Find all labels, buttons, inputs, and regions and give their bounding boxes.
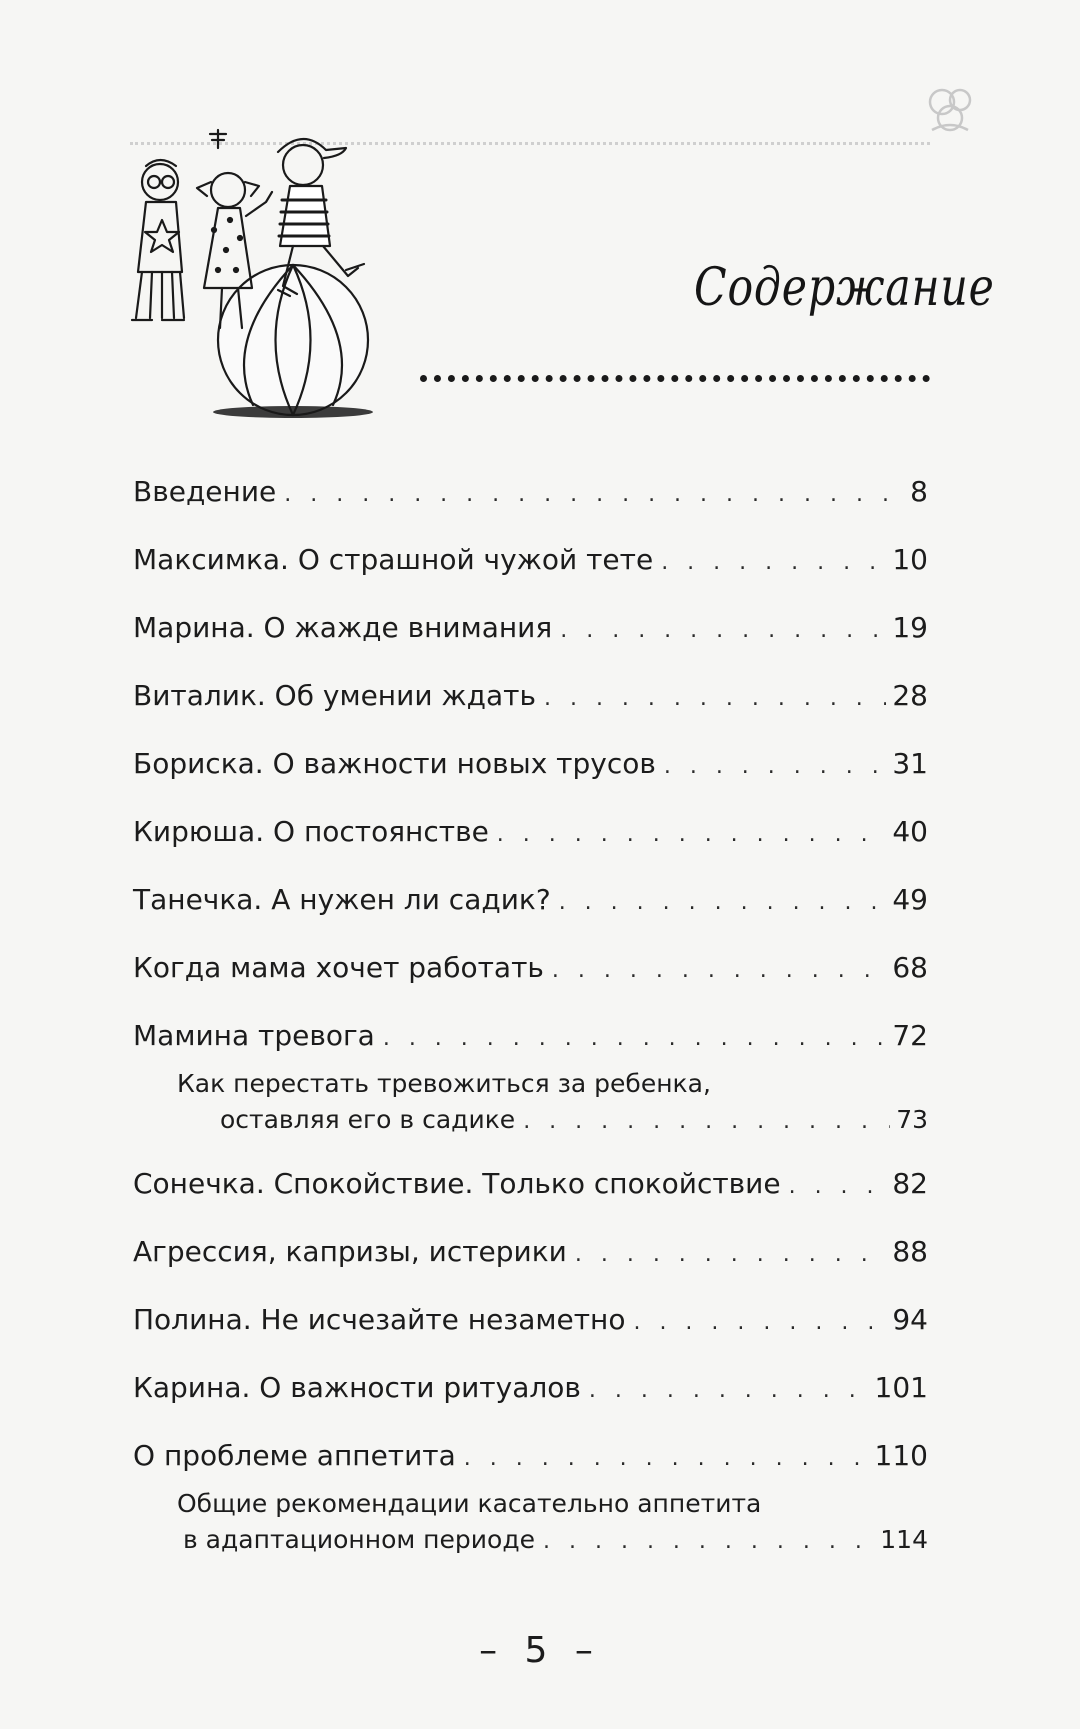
leader-dots <box>543 1525 874 1559</box>
leader-dots <box>633 1306 886 1340</box>
toc-entry[interactable] <box>133 1167 928 1204</box>
leader-dots <box>284 478 904 512</box>
toc-subentry[interactable] <box>133 1523 928 1559</box>
toc-entry-title: Когда мама хочет работать <box>133 951 544 984</box>
toc-entry[interactable] <box>133 1371 928 1408</box>
toc-entry[interactable] <box>133 679 928 716</box>
leader-dots <box>661 546 886 580</box>
toc-entry-page: 10 <box>892 543 928 576</box>
toc-entry[interactable] <box>133 883 928 920</box>
toc-entry-title: Марина. О жажде внимания <box>133 611 553 644</box>
toc-entry-page: 31 <box>892 747 928 780</box>
toc-entry[interactable] <box>133 1019 928 1056</box>
leader-dots <box>560 614 886 648</box>
toc-entry-page: 68 <box>892 951 928 984</box>
toc-entry[interactable] <box>133 1235 928 1272</box>
leader-dots <box>497 818 887 852</box>
toc-entry-title: Сонечка. Спокойствие. Только спокойствие <box>133 1167 781 1200</box>
toc-entry-page: 73 <box>896 1105 928 1134</box>
toc-subentry[interactable] <box>133 1103 928 1139</box>
toc-entry-page: 8 <box>910 475 928 508</box>
toc-entry-page: 82 <box>892 1167 928 1200</box>
leader-dots <box>559 886 887 920</box>
toc-entry[interactable] <box>133 543 928 580</box>
leader-dots <box>523 1105 890 1139</box>
leader-dots <box>589 1374 869 1408</box>
leader-dots <box>664 750 887 784</box>
toc-entry-title: Максимка. О страшной чужой тете <box>133 543 654 576</box>
leader-dots <box>383 1022 887 1056</box>
toc-entry[interactable] <box>133 1439 928 1476</box>
corner-ornament-icon <box>920 80 980 140</box>
toc-entry-page: 19 <box>892 611 928 644</box>
toc-entry-title: Полина. Не исчезайте незаметно <box>133 1303 626 1336</box>
toc-entry-title: Введение <box>133 475 277 508</box>
toc-entry-page: 49 <box>892 883 928 916</box>
toc-subentry-title-line1[interactable]: Как перестать тревожиться за ребенка, <box>177 1069 711 1098</box>
toc-entry[interactable] <box>133 611 928 648</box>
toc-entry[interactable] <box>133 1303 928 1340</box>
toc-entry-page: 88 <box>892 1235 928 1268</box>
toc-entry-title: Агрессия, капризы, истерики <box>133 1235 567 1268</box>
toc-entry-page: 94 <box>892 1303 928 1336</box>
toc-entry[interactable] <box>133 951 928 988</box>
toc-entry-page: 28 <box>892 679 928 712</box>
leader-dots <box>789 1170 887 1204</box>
children-illustration <box>118 120 418 420</box>
toc-entry[interactable] <box>133 475 928 512</box>
toc-subentry-title-line1[interactable]: Общие рекомендации касательно аппетита <box>177 1489 762 1518</box>
toc-entry-page: 101 <box>874 1371 928 1404</box>
toc-subentry-title-line2: в адаптационном периоде <box>183 1525 535 1554</box>
leader-dots <box>544 682 886 716</box>
toc-entry[interactable] <box>133 815 928 852</box>
toc-entry-title: Бориска. О важности новых трусов <box>133 747 656 780</box>
title-dotted-rule <box>420 375 930 382</box>
page-title: Содержание <box>694 258 995 318</box>
toc-entry-title: Танечка. А нужен ли садик? <box>133 883 551 916</box>
leader-dots <box>552 954 886 988</box>
leader-dots <box>464 1442 869 1476</box>
toc-entry-page: 110 <box>874 1439 928 1472</box>
toc-entry-page: 40 <box>892 815 928 848</box>
toc-entry-page: 72 <box>892 1019 928 1052</box>
toc-entry-title: Виталик. Об умении ждать <box>133 679 536 712</box>
toc-entry-title: Карина. О важности ритуалов <box>133 1371 581 1404</box>
toc-entry-title: Мамина тревога <box>133 1019 375 1052</box>
toc-entry-title: О проблеме аппетита <box>133 1439 456 1472</box>
toc-entry-page: 114 <box>880 1525 928 1554</box>
toc-entry[interactable] <box>133 747 928 784</box>
toc-subentry-title-line2: оставляя его в садике <box>220 1105 516 1134</box>
page-number: – 5 – <box>479 1630 601 1671</box>
leader-dots <box>575 1238 887 1272</box>
toc-entry-title: Кирюша. О постоянстве <box>133 815 489 848</box>
